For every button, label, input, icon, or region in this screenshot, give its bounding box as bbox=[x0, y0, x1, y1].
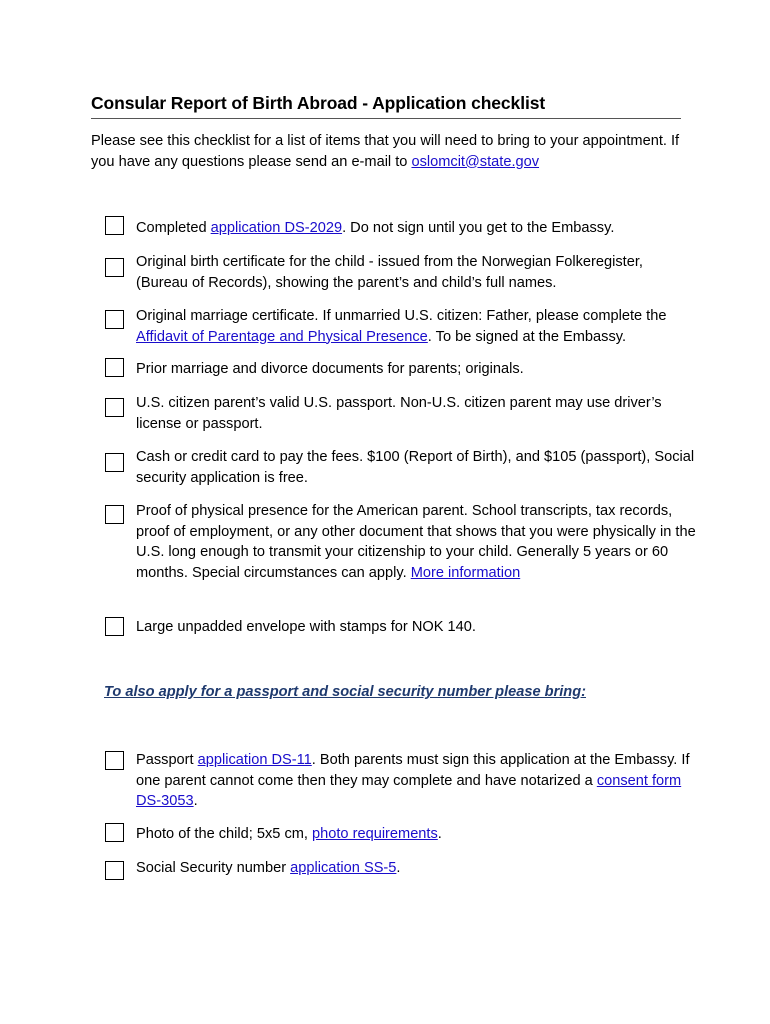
more-information-link[interactable]: More information bbox=[410, 564, 521, 581]
application-ds-2029-link[interactable]: application DS-2029 bbox=[210, 220, 343, 236]
checkbox[interactable] bbox=[105, 358, 124, 377]
passport-section-heading: To also apply for a passport and social security number please bring: bbox=[104, 684, 586, 700]
checkbox[interactable] bbox=[105, 216, 124, 235]
title-divider bbox=[91, 118, 681, 119]
intro-paragraph bbox=[91, 131, 691, 172]
checkbox[interactable] bbox=[105, 617, 124, 636]
checkbox[interactable] bbox=[105, 505, 124, 524]
checkbox[interactable] bbox=[105, 258, 124, 277]
checkbox[interactable] bbox=[105, 310, 124, 329]
checkbox[interactable] bbox=[105, 453, 124, 472]
checklist-item-text: Cash or credit card to pay the fees. $100 (Report of Birth), and $105 (passport), Social security application is free. bbox=[136, 449, 695, 486]
checklist-item-text: Prior marriage and divorce documents for parents; originals. bbox=[136, 361, 524, 377]
checklist-item-text: Proof of physical presence for the American parent. School transcripts, tax records, proof of employment, or any other document that shows that you were physically in the U.S. long enough to transmit your citizenship to your child. Generally 5 years or 60 months. Special circumstances can apply. More information bbox=[136, 503, 696, 581]
checkbox[interactable] bbox=[105, 398, 124, 417]
checklist-item-text: Original birth certificate for the child - issued from the Norwegian Folkeregister, (Bureau of Records), showing the parent’s and child’s full names. bbox=[136, 254, 643, 291]
checkbox[interactable] bbox=[105, 751, 124, 770]
intro-text: Please see this checklist for a list of items that you will need to bring to your appointment. If you have any questions please send an e-mail to bbox=[91, 133, 680, 170]
consent-form-ds-3053-link[interactable]: consent form DS-3053 bbox=[136, 772, 682, 809]
checklist-item-text: Photo of the child; 5x5 cm, photo requirements. bbox=[136, 826, 442, 842]
checkbox[interactable] bbox=[105, 823, 124, 842]
checklist-item-text: Completed application DS-2029. Do not sign until you get to the Embassy. bbox=[136, 220, 615, 236]
page-title: Consular Report of Birth Abroad - Application checklist bbox=[91, 93, 546, 113]
checklist-item-text: Large unpadded envelope with stamps for NOK 140. bbox=[136, 619, 476, 635]
checklist-item-text: Passport application DS-11. Both parents must sign this application at the Embassy. If one parent cannot come then they may complete and have notarized a consent form DS-3053. bbox=[136, 752, 690, 809]
email-link[interactable]: oslomcit@state.gov bbox=[411, 153, 540, 170]
photo-requirements-link[interactable]: photo requirements bbox=[312, 826, 438, 842]
checkbox[interactable] bbox=[105, 861, 124, 880]
checklist-item-text: Social Security number application SS-5. bbox=[136, 860, 401, 876]
affidavit-link[interactable]: Affidavit of Parentage and Physical Presence bbox=[136, 328, 428, 345]
application-ds-11-link[interactable]: application DS-11 bbox=[197, 752, 312, 768]
checklist-item-text: U.S. citizen parent’s valid U.S. passport. Non-U.S. citizen parent may use driver’s license or passport. bbox=[136, 395, 662, 432]
checklist-item-text: Original marriage certificate. If unmarried U.S. citizen: Father, please complete the Affidavit of Parentage and Physical Presence. To be signed at the Embassy. bbox=[136, 308, 667, 345]
application-ss-5-link[interactable]: application SS-5 bbox=[290, 860, 397, 876]
